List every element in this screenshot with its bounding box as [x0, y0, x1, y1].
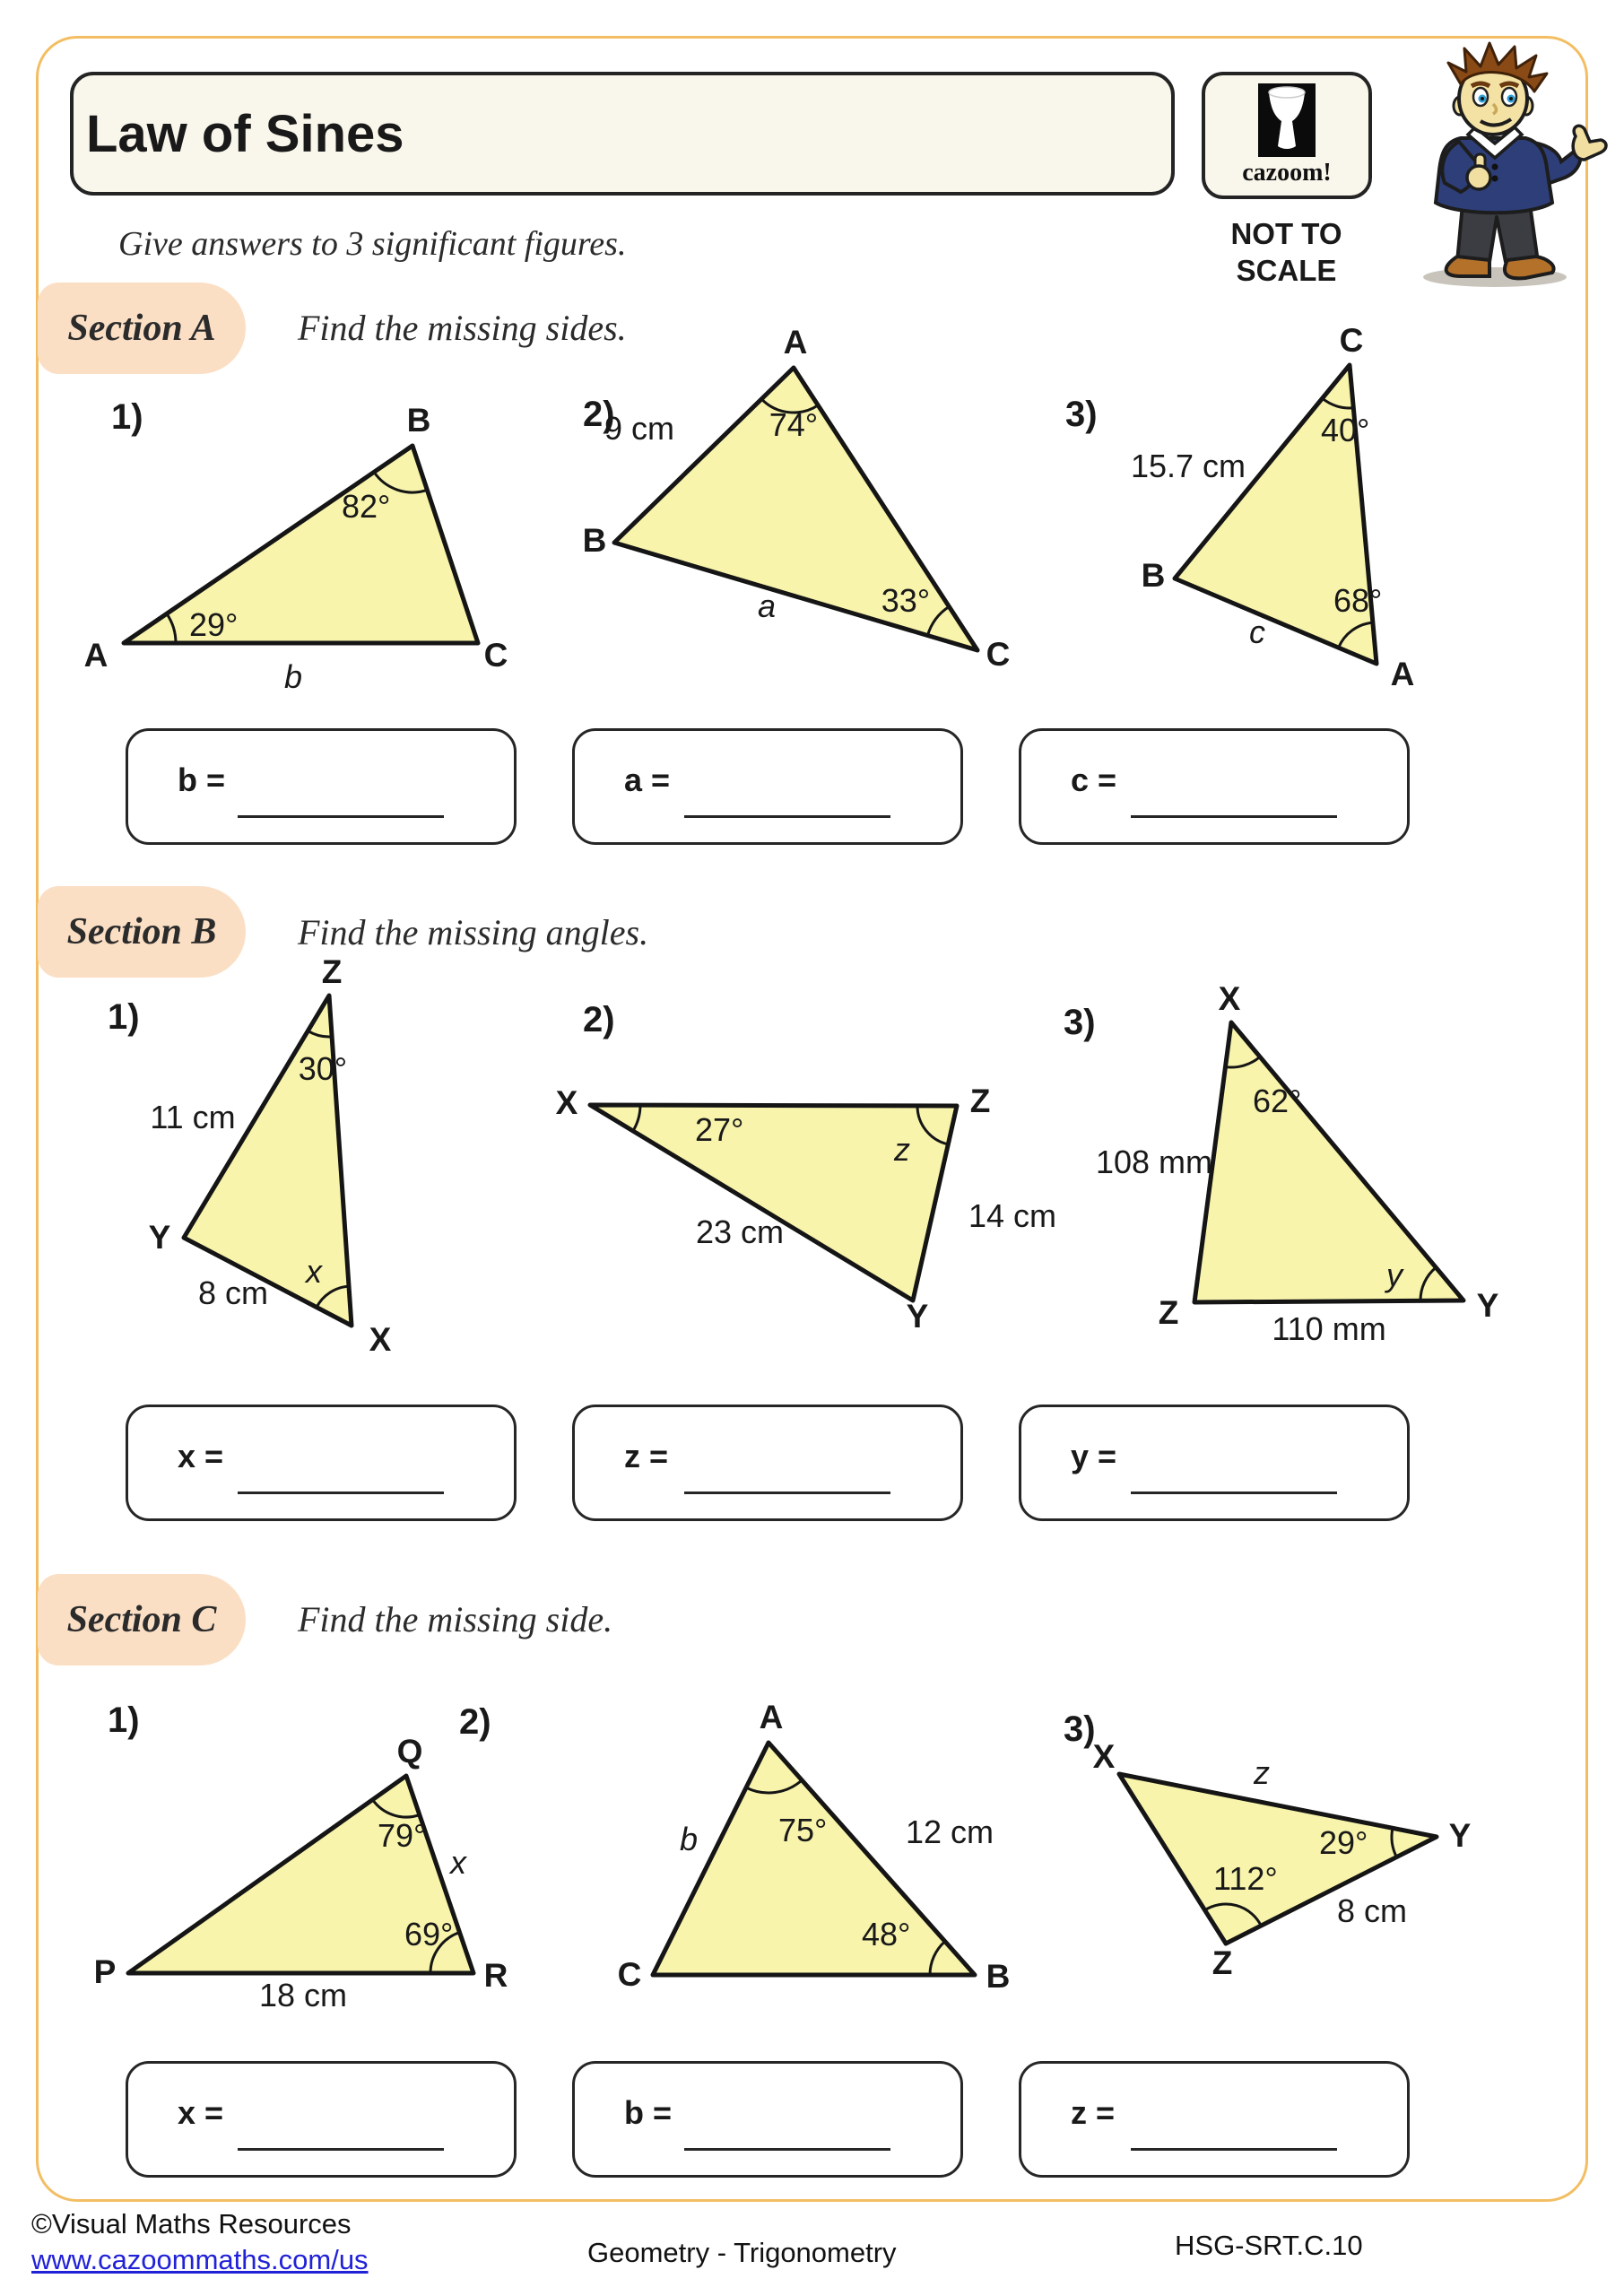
triangle-a2: [578, 324, 1094, 691]
vertex-label: X: [555, 1084, 578, 1121]
answer-line: [684, 2148, 890, 2151]
angle-label: 68°: [1333, 582, 1383, 619]
side-label: 11 cm: [150, 1099, 236, 1135]
not-to-scale-label: [1185, 215, 1387, 289]
side-label: 108 mm: [1095, 1144, 1213, 1180]
section-a-pill: [38, 283, 246, 374]
vertex-label: Y: [906, 1298, 929, 1335]
section-b-task: Find the missing angles.: [298, 912, 649, 952]
answer-label: b =: [624, 2094, 673, 2131]
footer-standard-code: HSG-SRT.C.10: [1175, 2230, 1363, 2261]
problem-number: 3): [1064, 1709, 1096, 1749]
problem-number: 2): [459, 1702, 491, 1742]
triangle-c1: [85, 1733, 538, 2036]
triangle-a1: [67, 399, 587, 709]
side-label: 8 cm: [197, 1274, 269, 1311]
angle-label: 69°: [404, 1916, 454, 1952]
problem-number: 2): [583, 1000, 615, 1039]
triangle-b1: [90, 953, 493, 1381]
page-title: Law of Sines: [86, 104, 404, 163]
mascot-shoe: [1505, 257, 1554, 278]
angle-label: 27°: [695, 1111, 744, 1148]
vertex-label: A: [83, 637, 109, 674]
vertex-label: X: [369, 1321, 392, 1358]
side-label: b: [283, 658, 303, 695]
side-label: b: [679, 1821, 699, 1857]
answer-label: y =: [1071, 1438, 1117, 1474]
angle-label: 40°: [1321, 412, 1370, 448]
vertex-label: B: [986, 1958, 1011, 1995]
not-to-scale-line1: NOT TO: [1230, 217, 1342, 250]
triangle-shape: [653, 1743, 975, 1975]
side-label: 9 cm: [604, 410, 675, 447]
answer-line: [1131, 815, 1337, 818]
mascot-thumbs-up-hand: [1573, 126, 1606, 160]
vertex-label: Y: [1448, 1817, 1472, 1854]
side-label: 18 cm: [258, 1977, 348, 2013]
angle-label: 48°: [862, 1916, 911, 1952]
vertex-label: B: [406, 402, 431, 439]
side-label: z: [1254, 1754, 1270, 1791]
side-label: x: [450, 1844, 466, 1881]
section-b-label: Section B: [66, 911, 217, 952]
side-label: 110 mm: [1272, 1310, 1386, 1347]
problem-number: 1): [108, 1700, 140, 1740]
answer-label: c =: [1071, 761, 1117, 798]
answer-box[interactable]: [572, 2061, 963, 2178]
answer-line: [238, 815, 444, 818]
side-label: 15.7 cm: [1130, 448, 1246, 484]
mascot-pupil: [1481, 97, 1484, 100]
answer-line: [1131, 2148, 1337, 2151]
mascot-fist: [1467, 166, 1490, 189]
angle-label: 33°: [881, 582, 931, 619]
triangle-shape: [124, 446, 478, 643]
answer-label: x =: [178, 2094, 224, 2131]
side-label: 12 cm: [906, 1813, 994, 1850]
answer-box[interactable]: [572, 1405, 963, 1521]
answer-label: z =: [1071, 2094, 1116, 2131]
answer-box[interactable]: [126, 1405, 517, 1521]
boy-mascot-illustration: [1385, 41, 1614, 292]
vertex-label: Y: [1476, 1287, 1499, 1324]
triangle-c2: [610, 1699, 1031, 2009]
vertex-label: Z: [969, 1083, 991, 1119]
angle-label: 74°: [769, 406, 819, 443]
angle-label: 112°: [1213, 1860, 1278, 1897]
answer-line: [238, 1492, 444, 1494]
vertex-label: C: [1339, 322, 1364, 359]
answer-label: b =: [178, 761, 226, 798]
answer-label: a =: [624, 761, 671, 798]
vertex-label: A: [1390, 656, 1415, 692]
side-label: a: [757, 587, 777, 624]
vertex-label: C: [986, 636, 1011, 673]
vertex-label: Y: [148, 1219, 171, 1256]
vertex-label: R: [483, 1957, 508, 1994]
answer-box[interactable]: [1019, 2061, 1410, 2178]
mascot-button: [1492, 164, 1498, 170]
section-c-task: Find the missing side.: [298, 1599, 613, 1639]
mascot-shoe: [1446, 257, 1489, 276]
answer-line: [684, 815, 890, 818]
answer-line: [238, 2148, 444, 2151]
angle-label: 82°: [342, 488, 391, 525]
answer-box[interactable]: [572, 728, 963, 845]
angle-label: z: [894, 1131, 910, 1168]
angle-label: y: [1386, 1257, 1403, 1293]
problem-number: 2): [583, 395, 615, 434]
triangle-c3: [1090, 1726, 1529, 2005]
answer-box[interactable]: [126, 728, 517, 845]
cazoom-drum-icon: [1258, 83, 1316, 157]
vertex-label: Z: [1211, 1944, 1233, 1981]
title-box: [70, 72, 1175, 196]
problem-number: 1): [108, 997, 140, 1037]
vertex-label: P: [93, 1953, 117, 1990]
vertex-label: B: [1141, 557, 1166, 594]
cazoom-logo-label: cazoom!: [1242, 159, 1332, 187]
answer-box[interactable]: [126, 2061, 517, 2178]
answer-box[interactable]: [1019, 1405, 1410, 1521]
side-label: 8 cm: [1337, 1892, 1408, 1929]
answer-box[interactable]: [1019, 728, 1410, 845]
section-a-label: Section A: [67, 308, 216, 349]
footer-topic: Geometry - Trigonometry: [587, 2237, 897, 2268]
problem-number: 3): [1064, 1003, 1096, 1042]
angle-label: 79°: [378, 1817, 427, 1854]
angle-label: 29°: [189, 606, 239, 643]
footer-website-link[interactable]: www.cazoommaths.com/us: [31, 2244, 369, 2275]
section-c-label: Section C: [66, 1599, 217, 1640]
angle-label: 75°: [778, 1812, 828, 1848]
answer-label: x =: [178, 1438, 224, 1474]
vertex-label: A: [759, 1699, 784, 1735]
answers-instruction: Give answers to 3 significant figures.: [118, 225, 627, 263]
section-c-pill: [38, 1574, 246, 1665]
vertex-label: B: [582, 522, 607, 559]
angle-label: 30°: [298, 1050, 348, 1087]
vertex-label: C: [617, 1956, 642, 1993]
answer-line: [684, 1492, 890, 1494]
answer-line: [1131, 1492, 1337, 1494]
vertex-label: Q: [396, 1733, 423, 1770]
triangle-shape: [1194, 1022, 1463, 1302]
problem-number: 1): [111, 397, 143, 437]
angle-label: x: [306, 1253, 322, 1290]
side-label: 23 cm: [695, 1213, 785, 1250]
mascot-pupil: [1509, 97, 1513, 100]
side-label: c: [1249, 613, 1265, 650]
vertex-label: Z: [1158, 1294, 1179, 1331]
section-a-task: Find the missing sides.: [298, 308, 627, 348]
vertex-label: C: [483, 637, 508, 674]
triangle-shape: [1175, 365, 1376, 664]
vertex-label: Z: [321, 953, 343, 990]
problem-number: 3): [1065, 395, 1098, 434]
not-to-scale-line2: SCALE: [1236, 254, 1337, 287]
cazoom-logo: [1202, 72, 1372, 199]
vertex-label: X: [1092, 1738, 1116, 1775]
triangle-b2: [547, 1058, 1072, 1354]
angle-label: 29°: [1319, 1824, 1368, 1861]
angle-label: 62°: [1253, 1083, 1302, 1119]
vertex-label: X: [1218, 980, 1241, 1017]
side-label: 14 cm: [968, 1197, 1057, 1234]
mascot-button: [1492, 176, 1498, 182]
footer-copyright: ©Visual Maths Resources: [31, 2208, 352, 2239]
triangle-b3: [1081, 980, 1556, 1363]
vertex-label: A: [783, 324, 808, 361]
triangle-a3: [1067, 322, 1569, 700]
answer-label: z =: [624, 1438, 669, 1474]
